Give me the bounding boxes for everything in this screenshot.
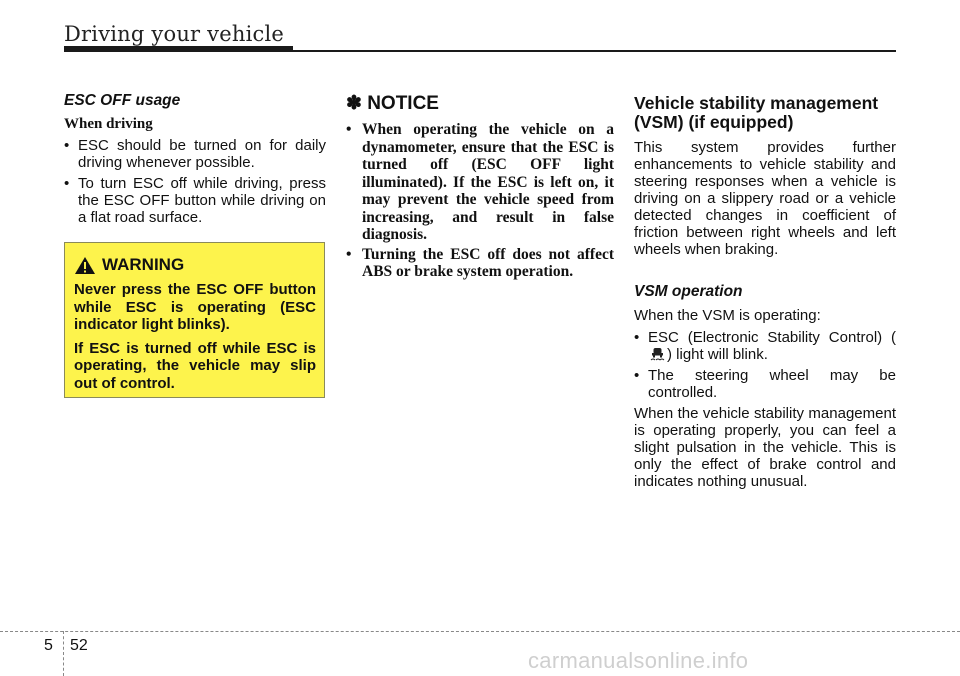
esc-off-bullets: [64, 137, 326, 226]
warning-triangle-icon: [74, 256, 96, 275]
warning-text-1: Never press the ESC OFF button while ESC is operating (ESC indicator light blinks).: [74, 281, 316, 333]
section-title: Driving your vehicle: [64, 22, 284, 46]
column-esc-off: [64, 92, 326, 230]
list-item: • The steering wheel may be controlled.: [634, 367, 896, 401]
bullet-dot: •: [346, 121, 352, 138]
column-notice: [346, 92, 614, 283]
list-item: • ESC should be turned on for daily driving whenever possible.: [64, 137, 326, 171]
watermark: carmanualsonline.info: [528, 648, 749, 673]
vsm-when-text: When the VSM is operating:: [634, 307, 821, 324]
notice-title: ✽ NOTICE: [346, 93, 439, 114]
column-vsm: [634, 92, 896, 495]
notice-bullets: [346, 121, 614, 281]
bullet-dot: •: [346, 245, 352, 263]
vsm-heading: Vehicle stability management (VSM) (if equipped): [634, 93, 879, 132]
footer-separator: [63, 631, 65, 676]
bullet-dot: •: [64, 175, 70, 192]
header-rule-thin: [293, 50, 896, 52]
vsm-operation-heading: VSM operation: [634, 283, 743, 300]
bullet-dot: •: [634, 367, 640, 384]
warning-box: [64, 242, 325, 398]
vsm-bullets: [634, 329, 896, 401]
list-item: • ESC (Electronic Stability Control) ( ) light will blink.: [634, 329, 896, 363]
footer-rule: [0, 631, 960, 632]
list-item: • When operating the vehicle on a dynamometer, ensure that the ESC is turned off (ESC OFF light illuminated). If the ESC is left on, it may prevent the vehicle speed from increasing, and result in false diagnosis.: [346, 121, 614, 243]
esc-indicator-icon: [650, 347, 665, 361]
vsm-intro: This system provides further enhancements to vehicle stability and steering responses when a vehicle is driving on a slippery road or a vehicle detected changes in coefficient of friction between right wheels and left wheels when braking.: [634, 139, 896, 258]
bullet-dot: •: [64, 137, 70, 154]
page-number: 52: [70, 637, 88, 654]
warning-text-2: If ESC is turned off while ESC is operating, the vehicle may slip out of control.: [74, 339, 316, 392]
list-item: • To turn ESC off while driving, press the ESC OFF button while driving on a flat road surface.: [64, 175, 326, 226]
when-driving-label: When driving: [64, 116, 153, 132]
header-rule-thick: [64, 46, 293, 52]
warning-header: [74, 255, 316, 275]
esc-off-usage-heading: ESC OFF usage: [64, 92, 181, 109]
vsm-closing-text: When the vehicle stability management is operating properly, you can feel a slight pulsation in the vehicle. This is only the effect of brake control and indicates nothing unusual.: [634, 405, 896, 490]
section-number: 5: [44, 637, 53, 654]
bullet-dot: •: [634, 329, 640, 346]
warning-title: WARNING: [102, 255, 185, 274]
list-item: • Turning the ESC off does not affect ABS or brake system operation.: [346, 245, 614, 280]
